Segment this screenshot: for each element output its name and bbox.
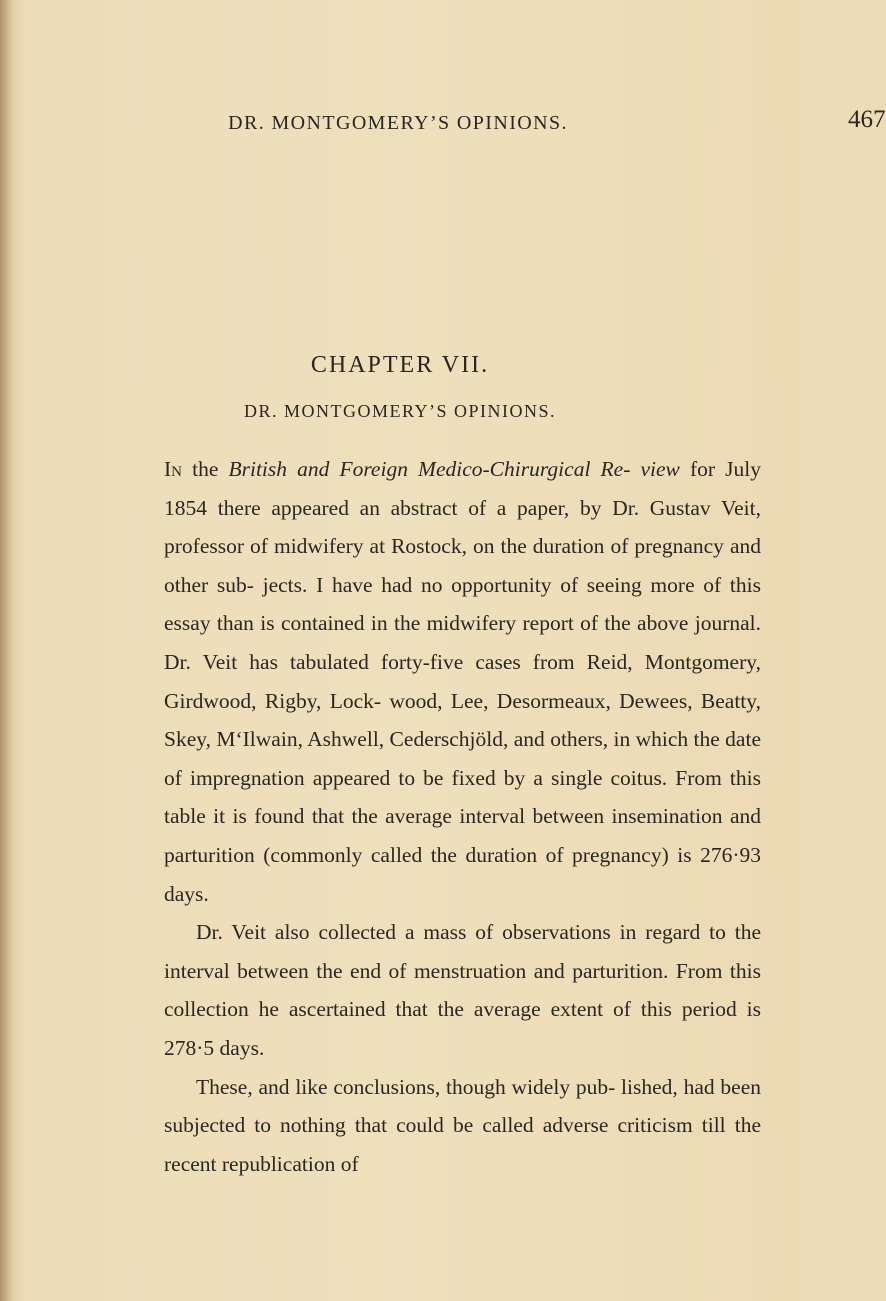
body-text [164, 450, 761, 1183]
chapter-subtitle: DR. MONTGOMERY’S OPINIONS. [243, 401, 557, 421]
paragraph-3: These, and like conclusions, though widely pub- lished, had been subjected to nothing that could be called adverse criticism till the recent republication of [164, 1074, 761, 1176]
paragraph-1-first-word: In [164, 457, 182, 481]
page-binding-edge [0, 0, 14, 1301]
paragraph-1 [164, 450, 761, 913]
paragraph-1-part-1: the [182, 457, 229, 481]
chapter-heading: CHAPTER VII. [310, 352, 490, 378]
running-head-title: DR. MONTGOMERY’S OPINIONS. [228, 112, 568, 134]
page-number: 467 [848, 106, 886, 133]
journal-title: British and Foreign Medico-Chirurgical Re- view [228, 457, 680, 481]
paragraph-2: Dr. Veit also collected a mass of observations in regard to the interval between the end of menstruation and parturition. From this collection he ascertained that the average extent of this period is 278·5 days. [164, 920, 761, 1060]
paragraph-1-part-2: for July 1854 there appeared an abstract of a paper, by Dr. Gustav Veit, professor of midwifery at Rostock, on the duration of pregnancy and other sub- jects. I have had no opportunity of seeing more of this essay than is contained in the midwifery report of the above journal. Dr. Veit has tabulated forty-five cases from Reid, Montgomery, Girdwood, Rigby, Lock- wood, Lee, Desormeaux, Dewees, Beatty, Skey, M‘Ilwain, Ashwell, Cederschjöld, and others, in which the date of impregnation appeared to be fixed by a single coitus. From this table it is found that the average interval between insemination and parturition (commonly called the duration of pregnancy) is 276·93 days. [164, 457, 761, 906]
